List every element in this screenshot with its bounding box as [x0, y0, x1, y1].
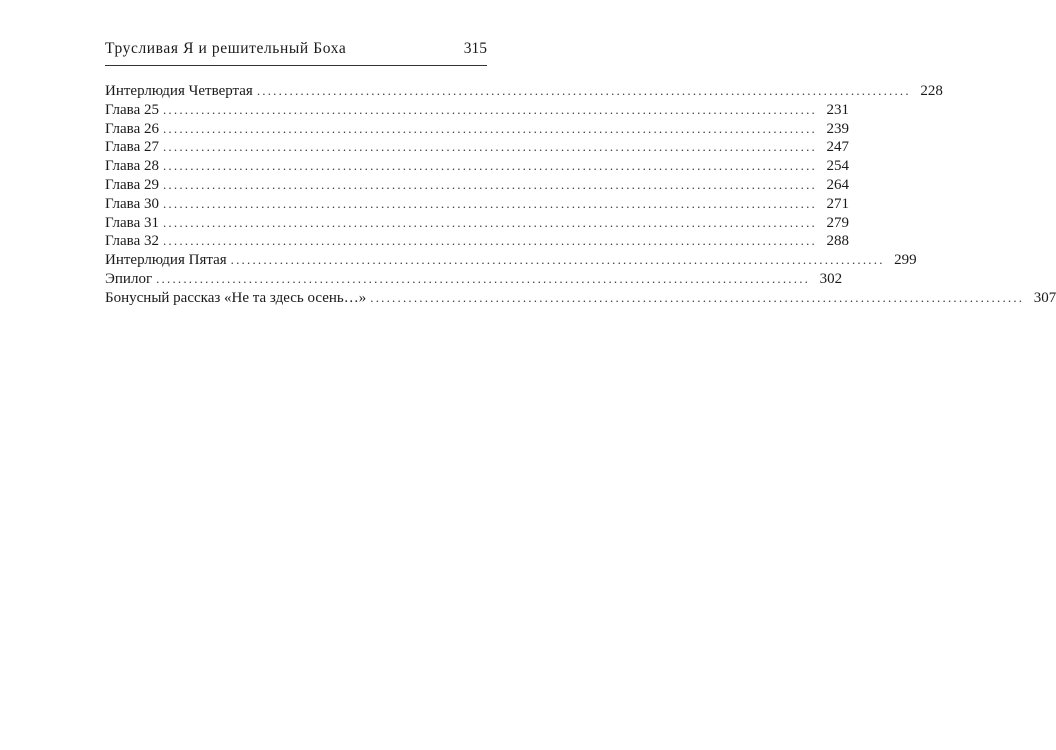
toc-entry-page: 288	[826, 233, 849, 250]
toc-entry-page: 299	[894, 252, 917, 269]
toc-entry-title: Глава 26	[105, 120, 159, 137]
toc-entry-title: Глава 29	[105, 176, 159, 193]
toc-entry[interactable]	[105, 138, 849, 157]
toc-entry[interactable]	[105, 82, 943, 101]
toc-entry-title: Интерлюдия Пятая	[105, 252, 227, 269]
toc-entry[interactable]	[105, 270, 843, 289]
toc-entry[interactable]	[105, 232, 849, 251]
toc-entry-page: 279	[826, 214, 849, 231]
toc-entry[interactable]	[105, 101, 849, 120]
toc-leader-dots: ........................................................................................................................	[162, 195, 817, 211]
running-header	[105, 38, 487, 66]
toc-entry-title: Глава 25	[105, 101, 159, 118]
toc-entry[interactable]	[105, 120, 849, 139]
toc-entry[interactable]	[105, 214, 849, 233]
toc-entry-page: 271	[826, 195, 849, 212]
book-title: Трусливая Я и решительный Боха	[105, 40, 347, 57]
toc-entry[interactable]	[105, 251, 917, 270]
toc-entry[interactable]	[105, 157, 849, 176]
toc-entry-title: Глава 27	[105, 139, 159, 156]
toc-entry-title: Глава 31	[105, 214, 159, 231]
toc-leader-dots: ........................................................................................................................	[162, 158, 817, 174]
toc-entry-title: Бонусный рассказ «Не та здесь осень…»	[105, 289, 367, 306]
page-number: 315	[463, 40, 487, 57]
toc-leader-dots: ........................................................................................................................	[162, 176, 817, 192]
toc-leader-dots: ........................................................................................................................	[162, 101, 817, 117]
toc-entry-page: 264	[826, 176, 849, 193]
toc-entry[interactable]	[105, 289, 1056, 308]
toc-entry-page: 239	[826, 120, 849, 137]
toc-entry[interactable]	[105, 195, 849, 214]
toc-leader-dots: ........................................................................................................................	[162, 214, 817, 230]
toc-entry-page: 228	[920, 83, 943, 99]
toc-entry-page: 302	[819, 270, 843, 287]
toc-leader-dots: ........................................................................................................................	[370, 289, 1025, 305]
toc-entry-page: 307	[1033, 289, 1056, 306]
toc-leader-dots: ........................................................................................................................	[156, 270, 811, 286]
toc-entry[interactable]	[105, 176, 849, 195]
toc-leader-dots: ........................................................................................................................	[230, 252, 885, 268]
toc-entry-title: Интерлюдия Четвертая	[105, 83, 253, 99]
toc-entry-page: 254	[826, 158, 849, 175]
toc-entry-title: Глава 30	[105, 195, 159, 212]
toc-entry-page: 231	[826, 101, 849, 118]
toc-leader-dots: ........................................................................................................................	[162, 120, 817, 136]
table-of-contents	[105, 82, 1056, 308]
toc-entry-page: 247	[826, 139, 849, 156]
toc-entry-title: Глава 32	[105, 233, 159, 250]
toc-leader-dots: ........................................................................................................................	[162, 233, 817, 249]
toc-entry-title: Глава 28	[105, 158, 159, 175]
toc-entry-title: Эпилог	[105, 270, 153, 287]
toc-leader-dots: ........................................................................................................................	[256, 83, 911, 98]
toc-leader-dots: ........................................................................................................................	[162, 139, 817, 155]
